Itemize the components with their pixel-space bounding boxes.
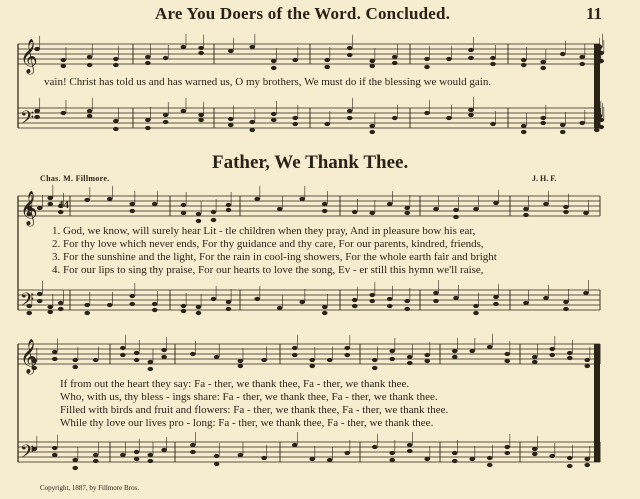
system2-bass-note <box>369 299 375 303</box>
system3-bass-note <box>344 451 350 455</box>
system3-treble-note <box>292 346 298 350</box>
system3-treble-note <box>532 360 538 364</box>
system3-treble-note <box>120 346 126 350</box>
system1-bass-note <box>113 127 119 131</box>
system1-bass-note <box>163 120 169 124</box>
system2-bass-note <box>58 301 64 305</box>
system2-treble-note <box>299 197 305 201</box>
system3-treble-note <box>424 353 430 357</box>
system2-bass-note <box>322 311 328 315</box>
system1-treble-note <box>490 56 496 60</box>
system2-bass-note <box>277 306 283 310</box>
system2-treble-note <box>181 211 187 215</box>
system1-bass-note <box>540 121 546 125</box>
system2-bass-note <box>37 292 43 296</box>
system3-bass-note <box>292 443 298 447</box>
system2-treble-note <box>254 197 260 201</box>
system3-treble-note <box>327 358 333 362</box>
system1-treble-note <box>392 61 398 65</box>
system3-bass-note <box>309 457 315 461</box>
system1-treble-note <box>324 65 330 69</box>
system3-treble-note <box>52 357 58 361</box>
system2-treble-note <box>152 202 158 206</box>
system3-treble-note <box>309 358 315 362</box>
system1-treble-note <box>579 62 585 66</box>
system2-treble-note <box>493 201 499 205</box>
system3-treble-note <box>407 361 413 365</box>
system3-treble-note <box>372 366 378 370</box>
final-barline <box>594 344 600 462</box>
system1-treble-note <box>113 63 119 67</box>
system1-bass-note <box>61 111 67 115</box>
system3-treble-note <box>120 353 126 357</box>
system3-bass-note <box>261 456 267 460</box>
system3-bass-note <box>327 458 333 462</box>
system3-bass-note <box>567 464 573 468</box>
system2-bass-note <box>387 297 393 301</box>
system1-bass-note <box>446 116 452 120</box>
system1-bass-note <box>540 116 546 120</box>
system1-treble-note <box>145 55 151 59</box>
system2-treble-note <box>563 205 569 209</box>
system2-treble-note <box>543 202 549 206</box>
system1-treble-note <box>468 56 474 60</box>
system1-treble-note <box>347 46 353 50</box>
system2-treble-note <box>181 203 187 207</box>
system2-bass-note <box>37 299 43 303</box>
system2-bass-note <box>404 307 410 311</box>
system3-treble-note <box>567 351 573 355</box>
system1-bass-note <box>392 116 398 120</box>
final-barline <box>594 44 600 128</box>
system3-bass-note <box>487 463 493 467</box>
system1-treble-note <box>540 60 546 64</box>
system3-bass-note <box>452 451 458 455</box>
system3-treble-note <box>72 358 78 362</box>
treble-clef-icon: 𝄞 <box>20 339 38 374</box>
author-initials: J. H. F. <box>532 174 557 183</box>
system1-bass-note <box>594 128 600 132</box>
system2-treble-note <box>196 219 202 223</box>
verse-line-4: 4. For our lips to sing thy praise, For our hearts to love the song, Ev - er still this hymn we'll raise, <box>52 264 484 276</box>
system3-bass-note <box>93 453 99 457</box>
system2-treble-note <box>107 197 113 201</box>
system2-bass-note <box>47 310 53 314</box>
system2-bass-note <box>493 295 499 299</box>
system2-treble-note <box>322 202 328 206</box>
system1-bass-note <box>249 128 255 132</box>
system1-treble-note <box>87 55 93 59</box>
system3-bass-note <box>389 451 395 455</box>
system3-bass-note <box>584 457 590 461</box>
treble-clef-icon: 𝄞 <box>20 39 38 74</box>
system2-treble-note <box>37 206 43 210</box>
system3-treble-note <box>389 357 395 361</box>
system1-treble-note <box>490 62 496 66</box>
system2-bass-note <box>433 291 439 295</box>
system2-treble-note <box>473 207 479 211</box>
system2-bass-note <box>129 294 135 298</box>
system2-bass-note <box>523 301 529 305</box>
system2-bass-note <box>196 305 202 309</box>
system2-treble-note <box>84 198 90 202</box>
system1-treble-note <box>292 58 298 62</box>
system3-treble-note <box>487 345 493 349</box>
system1-treble-note <box>198 51 204 55</box>
system3-treble-note <box>452 349 458 353</box>
system3-treble-note <box>309 364 315 368</box>
system1-bass-note <box>468 108 474 112</box>
system3-bass-note <box>469 457 475 461</box>
system2-treble-note <box>47 202 53 206</box>
system1-bass-note <box>198 113 204 117</box>
system3-bass-note <box>161 448 167 452</box>
time-signature: 44 <box>58 199 69 211</box>
system1-treble-note <box>87 63 93 67</box>
system1-bass-note <box>369 130 375 134</box>
system1-bass-note <box>198 118 204 122</box>
system2-treble-note <box>453 208 459 212</box>
system2-bass-note <box>453 296 459 300</box>
system1-treble-note <box>424 57 430 61</box>
system1-bass-note <box>163 113 169 117</box>
system3-treble-note <box>52 350 58 354</box>
system3-treble-note <box>424 359 430 363</box>
system2-bass-note <box>254 297 260 301</box>
system3-treble-note <box>238 364 244 368</box>
system1-treble-note <box>424 65 430 69</box>
system2-treble-note <box>352 210 358 214</box>
system3-treble-note <box>72 365 78 369</box>
system1-treble-note <box>468 48 474 52</box>
system3-bass-note <box>148 453 154 457</box>
system1-bass-note <box>324 122 330 126</box>
system1-bass-note <box>468 113 474 117</box>
system1-treble-note <box>198 46 204 50</box>
system1-bass-note <box>87 109 93 113</box>
system3-treble-note <box>389 349 395 353</box>
system2-bass-note <box>322 305 328 309</box>
system3-bass-note <box>372 445 378 449</box>
system2-treble-note <box>583 211 589 215</box>
system2-treble-note <box>196 212 202 216</box>
system2-bass-note <box>352 304 358 308</box>
system3-bass-note <box>52 453 58 457</box>
system1-treble-note <box>145 61 151 65</box>
system2-bass-note <box>84 311 90 315</box>
system3-treble-note <box>292 353 298 357</box>
system1-bass-note <box>347 116 353 120</box>
system2-bass-note <box>543 296 549 300</box>
system3-bass-note <box>532 452 538 456</box>
treble-clef-icon: 𝄞 <box>20 191 38 226</box>
system1-bass-note <box>181 109 187 113</box>
system2-bass-note <box>493 302 499 306</box>
system3-treble-note <box>584 364 590 368</box>
system1-treble-note <box>228 49 234 53</box>
system1-bass-note <box>271 118 277 122</box>
system3-bass-note <box>148 459 154 463</box>
system3-treble-note <box>161 348 167 352</box>
system2-bass-note <box>299 300 305 304</box>
system2-bass-note <box>473 311 479 315</box>
system3-treble-note <box>261 358 267 362</box>
system3-bass-note <box>407 443 413 447</box>
page-title: Are You Doers of the Word. Concluded. <box>155 4 451 23</box>
system2-treble-note <box>563 210 569 214</box>
system3-bass-note <box>532 447 538 451</box>
system2-bass-note <box>563 307 569 311</box>
system2-bass-note <box>152 308 158 312</box>
system3-bass-note <box>389 458 395 462</box>
system3-treble-note <box>134 351 140 355</box>
system3-treble-note <box>134 358 140 362</box>
system2-treble-note <box>129 209 135 213</box>
system1-treble-note <box>446 57 452 61</box>
system1-treble-note <box>369 64 375 68</box>
system1-treble-note <box>163 56 169 60</box>
system3-treble-note <box>344 353 350 357</box>
system3-treble-note <box>504 352 510 356</box>
system2-treble-note <box>404 211 410 215</box>
system2-bass-note <box>84 303 90 307</box>
system3-treble-note <box>148 360 154 364</box>
system3-bass-note <box>407 449 413 453</box>
refrain-line-4: While thy love our lives pro - long: Fa - ther, we thank thee, Fa - ther, we thank thee. <box>60 417 434 429</box>
system3-treble-note <box>504 359 510 363</box>
system1-treble-note <box>181 45 187 49</box>
system2-bass-note <box>129 302 135 306</box>
system3-bass-note <box>72 458 78 462</box>
system2-treble-note <box>387 202 393 206</box>
system1-bass-note <box>369 124 375 128</box>
system2-treble-note <box>226 208 232 212</box>
system1-treble-note <box>271 59 277 63</box>
system3-bass-note <box>487 456 493 460</box>
system1-treble-note <box>61 64 67 68</box>
system3-treble-note <box>161 355 167 359</box>
system2-bass-note <box>47 305 53 309</box>
system1-bass-note <box>560 123 566 127</box>
refrain-line-2: Who, with us, thy bless - ings share: Fa - ther, we thank thee, Fa - ther, we thank thee. <box>60 391 438 403</box>
system1-bass-note <box>579 121 585 125</box>
system1-treble-note <box>324 58 330 62</box>
system2-treble-note <box>433 207 439 211</box>
system2-bass-note <box>563 300 569 304</box>
system1-bass-note <box>292 122 298 126</box>
section1-lyric-line: vain! Christ has told us and has warned us, O my brothers, We must do if the blessing we would gain. <box>44 76 492 88</box>
system3-bass-note <box>134 457 140 461</box>
system1-treble-note <box>369 59 375 63</box>
system1-bass-note <box>228 123 234 127</box>
system3-treble-note <box>549 347 555 351</box>
composer-credit: Chas. M. Fillmore. <box>40 174 110 183</box>
system3-treble-note <box>238 359 244 363</box>
system2-treble-note <box>322 209 328 213</box>
system1-bass-note <box>521 130 527 134</box>
system1-treble-note <box>540 66 546 70</box>
system1-bass-note <box>113 119 119 123</box>
hymn-title: Father, We Thank Thee. <box>212 152 409 173</box>
system3-bass-note <box>584 463 590 467</box>
system3-bass-note <box>52 446 58 450</box>
system1-bass-note <box>560 130 566 134</box>
system3-treble-note <box>584 358 590 362</box>
system1-bass-note <box>347 109 353 113</box>
system2-bass-note <box>211 297 217 301</box>
system1-bass-note <box>292 116 298 120</box>
system2-bass-note <box>404 299 410 303</box>
system3-treble-note <box>452 355 458 359</box>
bass-clef-icon: 𝄢 <box>20 442 35 467</box>
system2-bass-note <box>181 309 187 313</box>
verse-line-3: 3. For the sunshine and the light, For the rain in cool-ing showers, For the whole earth fair and bright <box>52 251 497 263</box>
system2-bass-note <box>369 293 375 297</box>
system1-bass-note <box>228 117 234 121</box>
system2-treble-note <box>211 210 217 214</box>
system1-treble-note <box>521 58 527 62</box>
system2-bass-note <box>433 299 439 303</box>
system3-bass-note <box>214 454 220 458</box>
system3-bass-note <box>72 466 78 470</box>
system2-bass-note <box>352 298 358 302</box>
system2-treble-note <box>277 207 283 211</box>
system2-treble-note <box>47 196 53 200</box>
system3-treble-note <box>407 355 413 359</box>
system3-treble-note <box>93 358 99 362</box>
system3-bass-note <box>134 450 140 454</box>
system1-bass-note <box>87 114 93 118</box>
system2-bass-note <box>226 300 232 304</box>
system3-treble-note <box>549 353 555 357</box>
system1-bass-note <box>521 124 527 128</box>
system2-bass-note <box>58 307 64 311</box>
page-number: 11 <box>586 4 603 23</box>
system1-bass-note <box>249 120 255 124</box>
system3-bass-note <box>567 456 573 460</box>
system2-treble-note <box>129 202 135 206</box>
system1-bass-note <box>34 115 40 119</box>
system2-treble-note <box>523 207 529 211</box>
system3-bass-note <box>120 453 126 457</box>
bass-clef-icon: 𝄢 <box>20 108 35 133</box>
system3-treble-note <box>469 349 475 353</box>
system1-treble-note <box>249 45 255 49</box>
system3-treble-note <box>190 352 196 356</box>
system3-treble-note <box>148 367 154 371</box>
system3-bass-note <box>190 443 196 447</box>
system3-bass-note <box>504 451 510 455</box>
verse-line-2: 2. For thy love which never ends, For thy guidance and thy care, For our parents, kindred, friends, <box>52 238 484 250</box>
system2-bass-note <box>387 304 393 308</box>
system3-treble-note <box>214 355 220 359</box>
system3-bass-note <box>424 457 430 461</box>
copyright-notice: Copyright, 1887, by Fillmore Bros. <box>40 484 139 492</box>
verse-line-1: 1. God, we know, will surely hear Lit - tle children when they pray, And in pleasure bow his ear, <box>52 225 476 237</box>
system3-treble-note <box>372 358 378 362</box>
system1-bass-note <box>490 122 496 126</box>
system1-bass-note <box>424 111 430 115</box>
system1-bass-note <box>34 109 40 113</box>
system1-treble-note <box>113 57 119 61</box>
system3-treble-note <box>344 346 350 350</box>
system1-bass-note <box>145 118 151 122</box>
system1-treble-note <box>392 55 398 59</box>
system2-treble-note <box>369 211 375 215</box>
system3-bass-note <box>214 462 220 466</box>
system2-bass-note <box>196 311 202 315</box>
system1-treble-note <box>271 66 277 70</box>
system3-treble-note <box>532 355 538 359</box>
system1-treble-note <box>579 55 585 59</box>
system2-treble-note <box>523 213 529 217</box>
system1-treble-note <box>521 63 527 67</box>
system1-treble-note <box>347 53 353 57</box>
system3-bass-note <box>452 459 458 463</box>
system3-bass-note <box>549 454 555 458</box>
system2-bass-note <box>107 303 113 307</box>
system2-bass-note <box>226 307 232 311</box>
system2-bass-note <box>181 304 187 308</box>
bass-clef-icon: 𝄢 <box>20 290 35 315</box>
system3-treble-note <box>567 356 573 360</box>
system3-bass-note <box>190 450 196 454</box>
system1-treble-note <box>61 58 67 62</box>
system1-treble-note <box>560 52 566 56</box>
system1-bass-note <box>271 112 277 116</box>
refrain-line-1: If from out the heart they say: Fa - ther, we thank thee, Fa - ther, we thank thee. <box>60 378 410 390</box>
refrain-line-3: Filled with birds and fruit and flowers: Fa - ther, we thank thee, Fa - ther, we thank thee. <box>60 404 449 416</box>
system1-bass-note <box>145 126 151 130</box>
system2-treble-note <box>453 215 459 219</box>
system2-treble-note <box>211 218 217 222</box>
system3-bass-note <box>504 445 510 449</box>
system2-treble-note <box>404 206 410 210</box>
system3-bass-note <box>93 459 99 463</box>
system2-bass-note <box>152 302 158 306</box>
system2-bass-note <box>473 304 479 308</box>
system3-bass-note <box>238 453 244 457</box>
system2-treble-note <box>226 203 232 207</box>
system2-bass-note <box>583 291 589 295</box>
